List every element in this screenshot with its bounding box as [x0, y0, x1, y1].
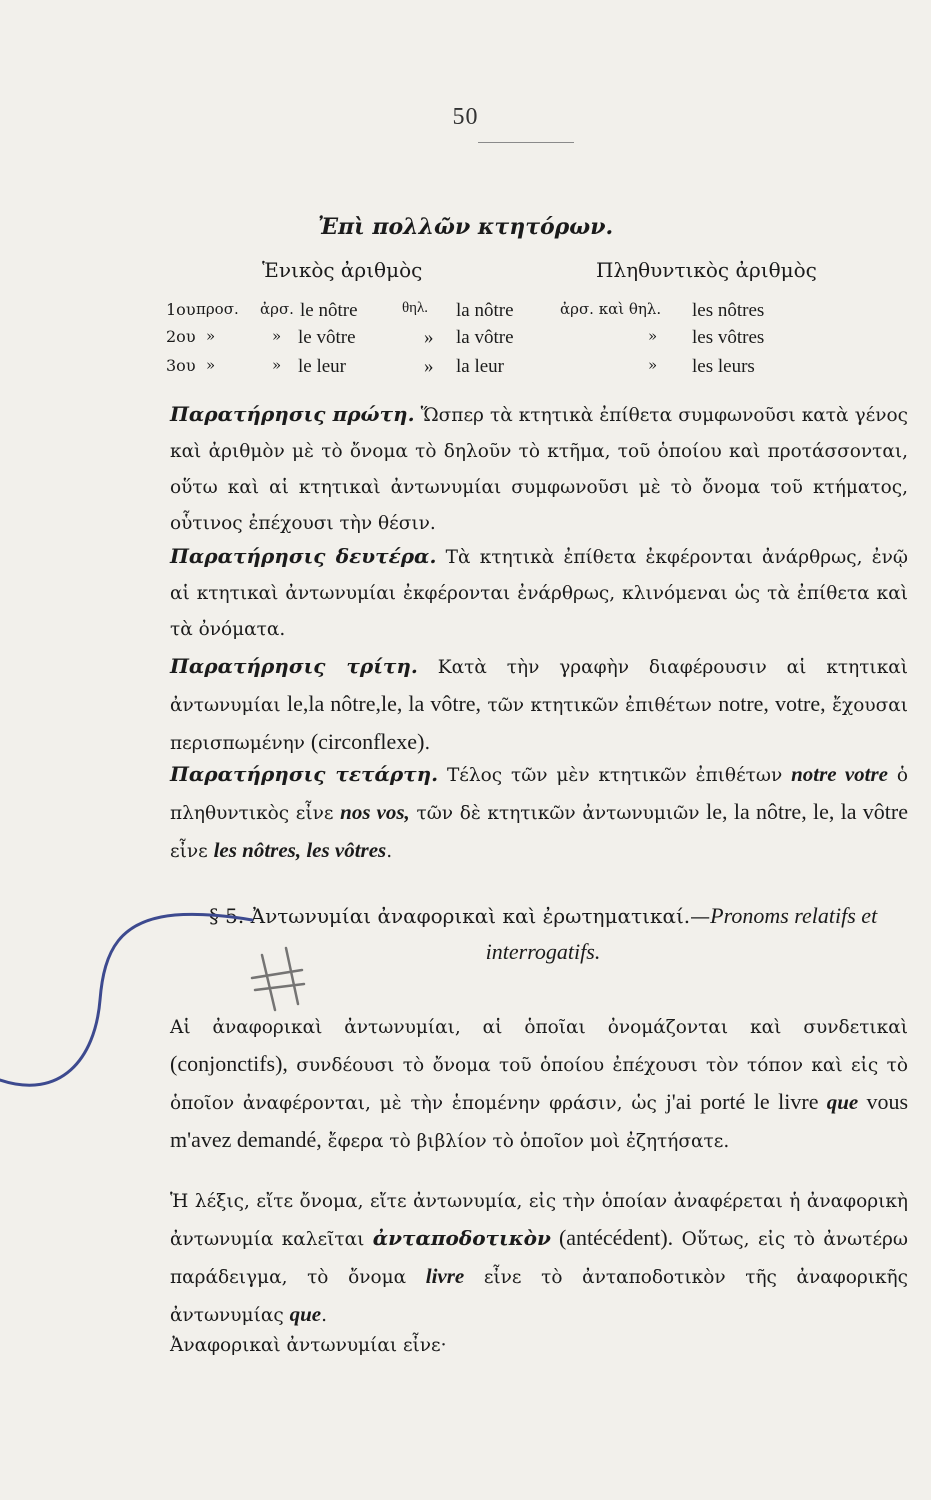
fem-label: »	[424, 356, 434, 377]
plural-form: les nôtres	[692, 300, 765, 321]
section-5-title	[178, 898, 908, 970]
body-p1-t3: ἔφερα τὸ βιβλίον τὸ ὁποῖον μοὶ ἐζητήσατε.	[321, 1131, 730, 1152]
person-number: 2ου	[166, 327, 196, 346]
masc-label: »	[272, 356, 282, 374]
body-p1-french2: j'ai porté le livre	[665, 1089, 819, 1114]
fem-label: θηλ.	[402, 300, 429, 316]
section-dash: —	[690, 904, 711, 928]
note-first	[170, 396, 908, 542]
body-paragraph-1	[170, 1010, 908, 1160]
body-p2-t4: .	[321, 1305, 327, 1326]
body-p2-french-que: que	[289, 1302, 322, 1326]
note-third-french1: le,la nôtre,le, la vôtre,	[287, 691, 482, 716]
body-p2-t3: εἶνε τὸ ἀνταποδοτικὸν τῆς ἀναφορικῆς ἀντωνυμίας	[170, 1267, 908, 1326]
note-third-t3: ἔχουσαι περισπωμένην	[170, 695, 908, 754]
plural-form: les leurs	[692, 356, 755, 377]
fem-label: »	[424, 327, 434, 348]
body-p1-french1: (conjonctifs),	[170, 1051, 288, 1076]
section-heading: Ἐπὶ πολλῶν κτητόρων.	[317, 214, 614, 240]
note-fourth-french1: notre votre	[791, 762, 888, 786]
note-fourth-lead: Παρατήρησις τετάρτη.	[170, 762, 439, 786]
fem-form: la nôtre	[456, 300, 514, 321]
masc-form: le leur	[298, 356, 347, 377]
page-number-rule	[478, 142, 574, 143]
body-paragraph-3: Ἀναφορικαὶ ἀντωνυμίαι εἶνε·	[170, 1335, 447, 1356]
plural-label: »	[648, 356, 658, 374]
note-third-t2: τῶν κτητικῶν ἐπιθέτων	[481, 695, 719, 716]
plural-form: les vôtres	[692, 327, 765, 348]
body-p2-t2: Οὕτως, εἰς τὸ ἀνωτέρω παράδειγμα, τὸ ὄνομα	[170, 1229, 908, 1288]
fem-form: la leur	[456, 356, 505, 377]
note-second	[170, 538, 908, 648]
note-third-t4: .	[424, 733, 431, 754]
note-fourth	[170, 756, 908, 870]
person-number: 1ου	[166, 300, 196, 319]
note-fourth-french3: le, la nôtre, le, la vôtre	[706, 799, 908, 824]
note-third-french3: (circonflexe)	[310, 729, 425, 754]
note-fourth-t4: εἶνε	[170, 841, 214, 862]
note-second-text: Τὰ κτητικὰ ἐπίθετα ἐκφέρονται ἀνάρθρως, ἐνῷ αἱ κτητικαὶ ἀντωνυμίαι ἐκφέρονται ἐνάρθρως, κλινόμεναι ὡς τὰ ἐπίθετα καὶ τὰ ὀνόματα.	[170, 547, 909, 640]
note-third-french2: notre, votre,	[718, 691, 826, 716]
masc-label: »	[272, 327, 282, 345]
note-fourth-t2: ὁ πληθυντικὸς εἶνε	[170, 765, 908, 824]
person-label: »	[206, 356, 216, 374]
note-fourth-t1: Τέλος τῶν μὲν κτητικῶν ἐπιθέτων	[438, 765, 792, 786]
page-number: 50	[452, 104, 479, 130]
person-label: »	[206, 327, 216, 345]
person-number: 3ου	[166, 356, 196, 375]
body-p2-antapodotikon: ἀνταποδοτικὸν	[372, 1226, 551, 1250]
note-second-lead: Παρατήρησις δευτέρα.	[170, 544, 437, 568]
note-fourth-french2: nos vos,	[340, 800, 410, 824]
body-p1-french-que: que	[818, 1090, 867, 1114]
subhead-singular: Ἑνικὸς ἀριθμὸς	[262, 258, 423, 282]
note-fourth-t5: .	[386, 841, 393, 862]
note-third-lead: Παρατήρησις τρίτη.	[170, 654, 418, 678]
body-p1-french3: vous m'avez demandé,	[170, 1089, 909, 1152]
person-label: προσ.	[196, 300, 239, 318]
plural-label: ἀρσ. καὶ θηλ.	[560, 300, 662, 318]
note-fourth-t3: τῶν δὲ κτητικῶν ἀντωνυμιῶν	[409, 803, 707, 824]
section-title-french: Pronoms relatifs et interrogatifs.	[485, 903, 878, 964]
body-p1-t1: Αἱ ἀναφορικαὶ ἀντωνυμίαι, αἱ ὁποῖαι ὀνομάζονται καὶ συνδετικαὶ	[170, 1017, 908, 1038]
note-first-text: Ὥσπερ τὰ κτητικὰ ἐπίθετα συμφωνοῦσι κατὰ γένος καὶ ἀριθμὸν μὲ τὸ ὄνομα τὸ δηλοῦν τὸ κτῆμα, τοῦ ὁποίου καὶ προτάσσονται, οὕτω καὶ αἱ κτητικαὶ ἀντωνυμίαι συμφωνοῦσι μὲ τὸ ὄνομα τοῦ κτήματος, οὗτινος ἐπέχουσι τὴν θέσιν.	[170, 405, 908, 534]
body-p1-t2: συνδέουσι τὸ ὄνομα τοῦ ὁποίου ἐπέχουσι τὸν τόπον καὶ εἰς τὸ ὁποῖον ἀναφέρονται, μὲ τὴν ἑπομένην φράσιν, ὡς	[170, 1055, 908, 1114]
fem-form: la vôtre	[456, 327, 514, 348]
body-p2-t1: Ἡ λέξις, εἴτε ὄνομα, εἴτε ἀντωνυμία, εἰς τὴν ὁποίαν ἀναφέρεται ἡ ἀναφορικὴ ἀντωνυμία καλεῖται	[170, 1191, 908, 1250]
note-fourth-french4: les nôtres, les vôtres	[213, 838, 387, 862]
section-label: § 5.	[208, 904, 245, 928]
body-p2-french-livre: livre	[425, 1264, 465, 1288]
masc-form: le vôtre	[298, 327, 356, 348]
note-third-t1: Κατὰ τὴν γραφὴν διαφέρουσιν αἱ κτητικαὶ ἀντωνυμίαι	[170, 657, 908, 716]
note-first-lead: Παρατήρησις πρώτη.	[170, 402, 415, 426]
subhead-plural: Πληθυντικὸς ἀριθμὸς	[596, 258, 817, 282]
body-paragraph-2	[170, 1184, 908, 1334]
masc-label: ἀρσ.	[260, 300, 294, 318]
plural-label: »	[648, 327, 658, 345]
body-p2-french1: (antécédent).	[550, 1225, 674, 1250]
masc-form: le nôtre	[300, 300, 358, 321]
section-title-greek: Ἀντωνυμίαι ἀναφορικαὶ καὶ ἐρωτηματικαί.	[244, 904, 691, 928]
note-third	[170, 648, 908, 762]
